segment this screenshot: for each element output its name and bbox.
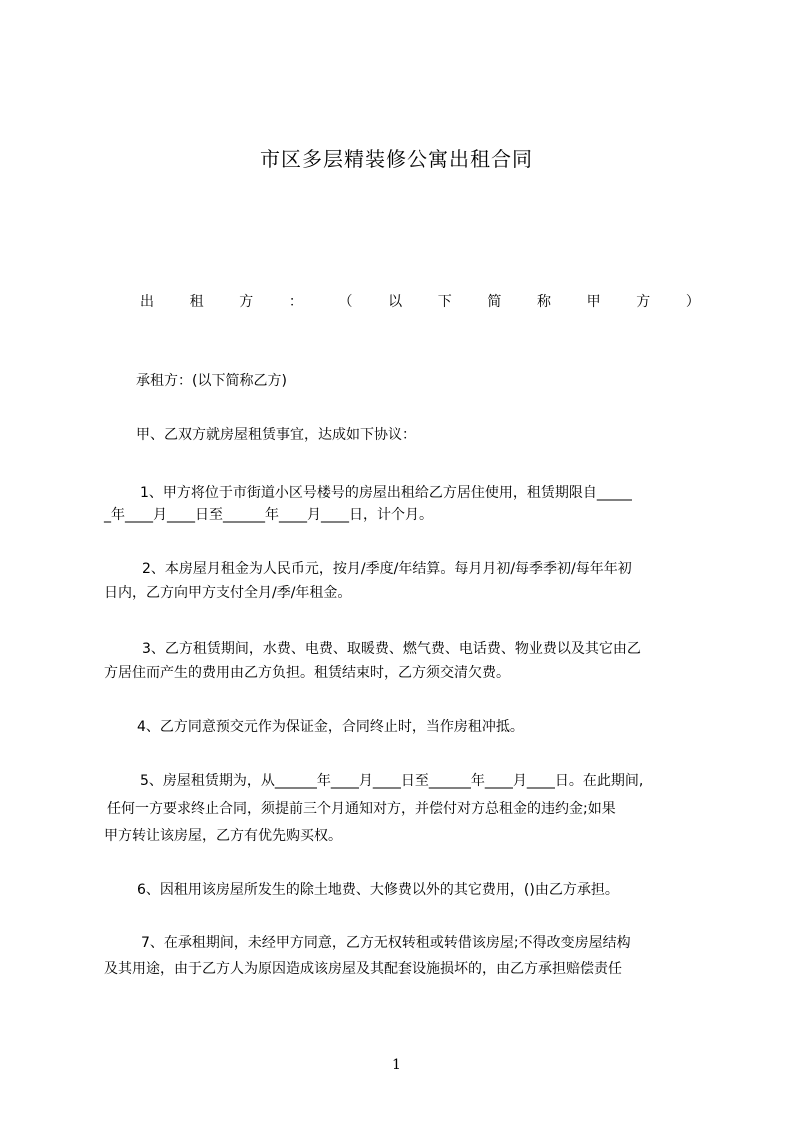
- lessor-char: 下: [437, 294, 452, 310]
- clause-2-line-1: 2、本房屋月租金为人民币元，按月/季度/年结算。每月月初/每季季初/每年年初: [142, 561, 632, 577]
- clause-1-line-1: 1、甲方将位于市街道小区号楼号的房屋出租给乙方居住使用，租赁期限自_____: [140, 485, 632, 501]
- document-title: 市区多层精装修公寓出租合同: [260, 147, 533, 171]
- lessor-char: ）: [685, 294, 700, 310]
- lessor-char: 以: [388, 294, 403, 310]
- clause-4-line-1: 4、乙方同意预交元作为保证金，合同终止时，当作房租冲抵。: [137, 719, 524, 735]
- lessor-char: ：: [288, 294, 303, 310]
- lessor-char: （: [338, 294, 353, 310]
- clause-7-line-1: 7、在承租期间，未经甲方同意，乙方无权转租或转借该房屋;不得改变房屋结构: [141, 935, 631, 951]
- clause-6-line-1: 6、因租用该房屋所发生的除土地费、大修费以外的其它费用，()由乙方承担。: [137, 882, 619, 898]
- clause-1-line-2: _年____月____日至______年____月____日，计个月。: [104, 507, 433, 523]
- clause-2-line-2: 日内，乙方向甲方支付全月/季/年租金。: [104, 585, 352, 601]
- clause-3-line-1: 3、乙方租赁期间，水费、电费、取暖费、燃气费、电话费、物业费以及其它由乙: [142, 641, 641, 657]
- clause-5-line-3: 甲方转让该房屋，乙方有优先购买权。: [104, 828, 342, 844]
- clause-3-line-2: 方居住而产生的费用由乙方负担。租赁结束时，乙方须交清欠费。: [104, 665, 510, 681]
- lessee-line: 承租方：(以下简称乙方): [136, 373, 287, 389]
- page-number: 1: [392, 1057, 401, 1073]
- lessor-char: 方: [239, 294, 254, 310]
- lessor-char: 租: [189, 294, 204, 310]
- clause-7-line-2: 及其用途，由于乙方人为原因造成该房屋及其配套设施损坏的，由乙方承担赔偿责任: [104, 961, 622, 977]
- lessor-line: [140, 291, 700, 311]
- lessor-char: 称: [537, 294, 551, 310]
- clause-5-line-1: 5、房屋租赁期为，从______年____月____日至______年____月____日。在此期间,: [140, 773, 644, 789]
- lessor-char: 出: [140, 294, 154, 310]
- lessor-char: 方: [636, 294, 651, 310]
- intro-line: 甲、乙双方就房屋租赁事宜，达成如下协议：: [136, 427, 416, 443]
- lessor-char: 甲: [586, 294, 601, 310]
- clause-5-line-2: 任何一方要求终止合同，须提前三个月通知对方，并偿付对方总租金的违约金;如果: [107, 801, 616, 817]
- lessor-char: 简: [487, 294, 502, 310]
